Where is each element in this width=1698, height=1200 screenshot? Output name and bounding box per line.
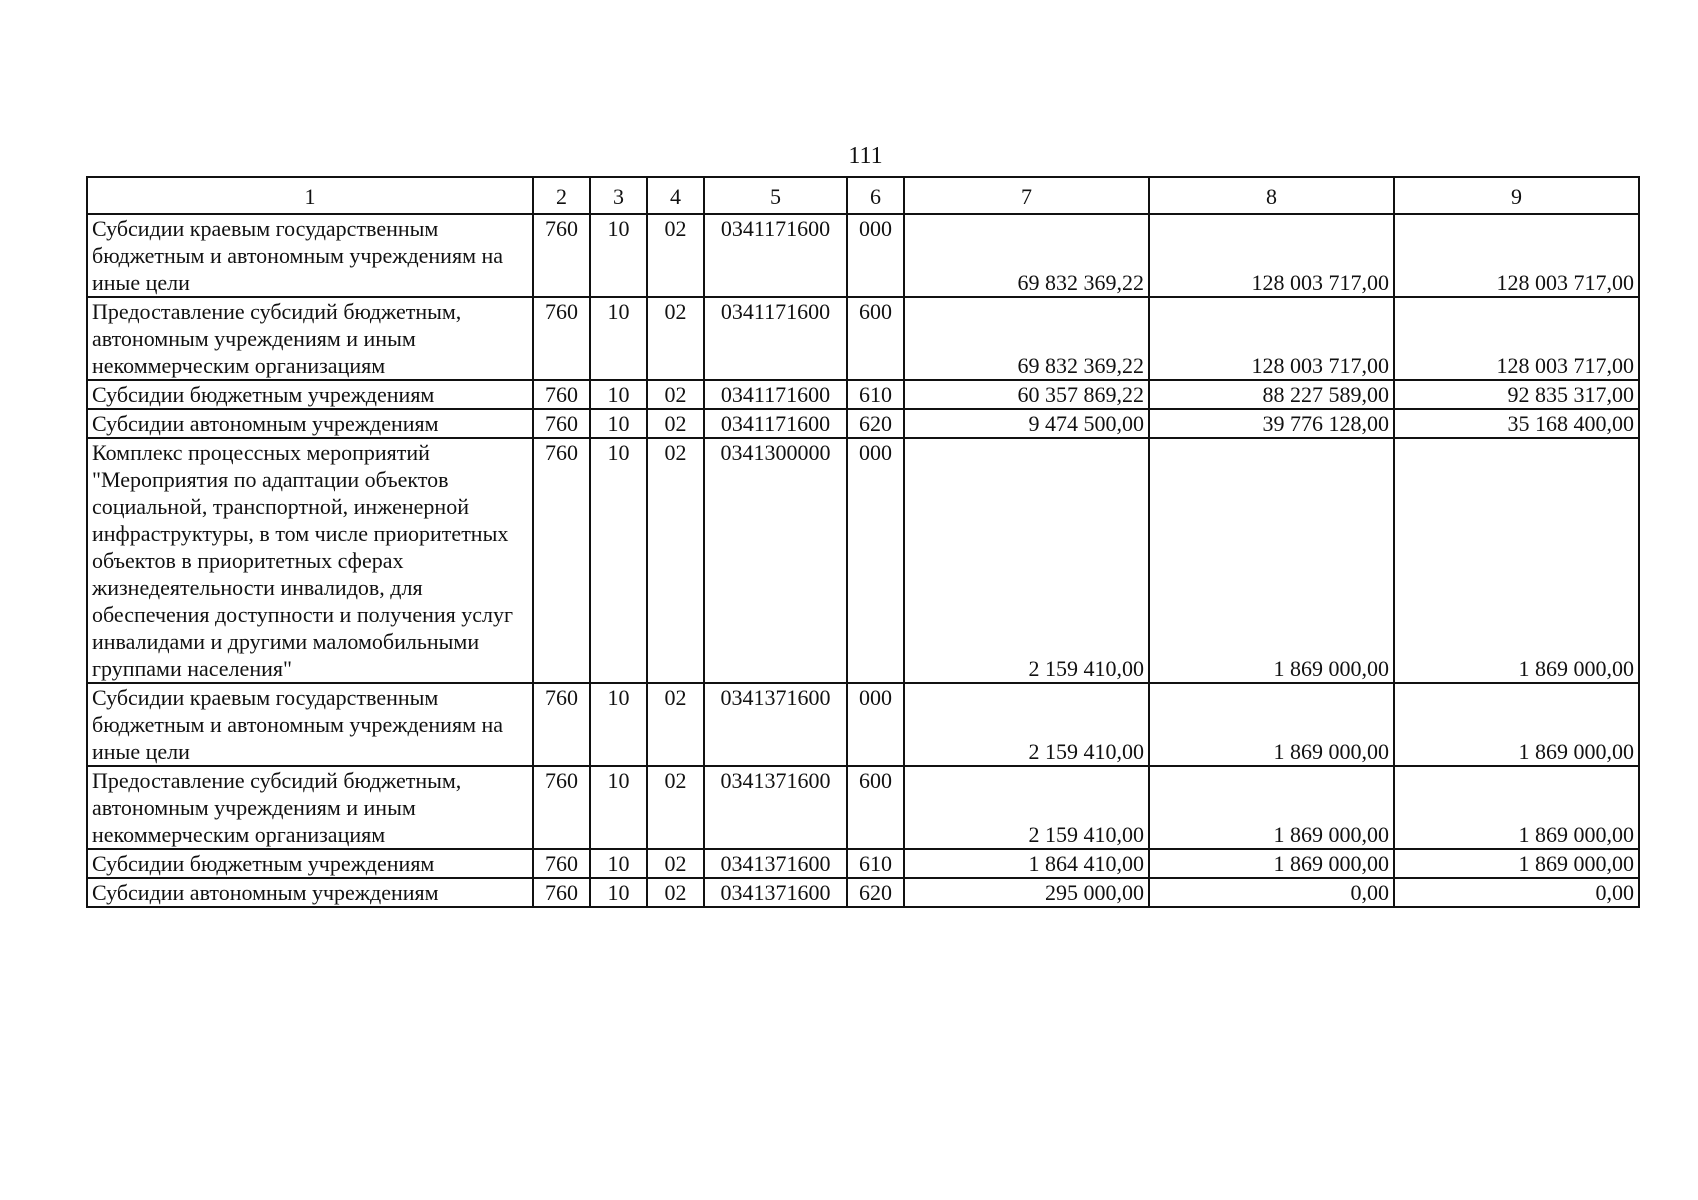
cell-amount-8: 128 003 717,00 <box>1149 297 1394 380</box>
cell-code-3: 10 <box>590 683 647 766</box>
cell-code-6: 600 <box>847 766 904 849</box>
cell-code-6: 000 <box>847 214 904 297</box>
column-header-8: 8 <box>1149 177 1394 214</box>
cell-code-5: 0341300000 <box>704 438 847 683</box>
cell-amount-8: 1 869 000,00 <box>1149 766 1394 849</box>
column-header-2: 2 <box>533 177 590 214</box>
table-row <box>87 849 1639 878</box>
cell-amount-8: 88 227 589,00 <box>1149 380 1394 409</box>
cell-code-5: 0341371600 <box>704 878 847 907</box>
cell-code-3: 10 <box>590 766 647 849</box>
cell-amount-8: 39 776 128,00 <box>1149 409 1394 438</box>
cell-code-2: 760 <box>533 766 590 849</box>
cell-amount-8: 1 869 000,00 <box>1149 849 1394 878</box>
cell-amount-9: 35 168 400,00 <box>1394 409 1639 438</box>
cell-amount-8: 1 869 000,00 <box>1149 438 1394 683</box>
row-name: Предоставление субсидий бюджетным, автономным учреждениям и иным некоммерческим организациям <box>87 297 533 380</box>
cell-amount-7: 2 159 410,00 <box>904 766 1149 849</box>
cell-code-4: 02 <box>647 297 704 380</box>
cell-code-3: 10 <box>590 214 647 297</box>
cell-code-4: 02 <box>647 849 704 878</box>
cell-code-2: 760 <box>533 878 590 907</box>
cell-code-4: 02 <box>647 878 704 907</box>
cell-code-3: 10 <box>590 849 647 878</box>
table-row <box>87 409 1639 438</box>
column-header-5: 5 <box>704 177 847 214</box>
row-name: Предоставление субсидий бюджетным, автономным учреждениям и иным некоммерческим организациям <box>87 766 533 849</box>
cell-code-6: 610 <box>847 380 904 409</box>
cell-amount-7: 9 474 500,00 <box>904 409 1149 438</box>
cell-code-5: 0341371600 <box>704 849 847 878</box>
cell-code-6: 000 <box>847 683 904 766</box>
cell-code-3: 10 <box>590 438 647 683</box>
cell-code-6: 620 <box>847 878 904 907</box>
row-name: Субсидии краевым государственным бюджетным и автономным учреждениям на иные цели <box>87 683 533 766</box>
cell-code-2: 760 <box>533 438 590 683</box>
table-row <box>87 766 1639 849</box>
page-number: 111 <box>848 143 883 169</box>
cell-amount-9: 0,00 <box>1394 878 1639 907</box>
cell-amount-9: 1 869 000,00 <box>1394 683 1639 766</box>
cell-code-2: 760 <box>533 409 590 438</box>
row-name: Субсидии бюджетным учреждениям <box>87 380 533 409</box>
cell-amount-7: 2 159 410,00 <box>904 683 1149 766</box>
cell-code-4: 02 <box>647 766 704 849</box>
cell-code-6: 000 <box>847 438 904 683</box>
cell-amount-9: 1 869 000,00 <box>1394 766 1639 849</box>
cell-code-5: 0341171600 <box>704 409 847 438</box>
cell-code-2: 760 <box>533 683 590 766</box>
cell-amount-9: 128 003 717,00 <box>1394 214 1639 297</box>
cell-code-4: 02 <box>647 683 704 766</box>
cell-amount-8: 128 003 717,00 <box>1149 214 1394 297</box>
cell-code-3: 10 <box>590 409 647 438</box>
cell-amount-7: 2 159 410,00 <box>904 438 1149 683</box>
table-row <box>87 878 1639 907</box>
row-name: Субсидии краевым государственным бюджетным и автономным учреждениям на иные цели <box>87 214 533 297</box>
table-row <box>87 214 1639 297</box>
cell-amount-7: 295 000,00 <box>904 878 1149 907</box>
cell-amount-8: 1 869 000,00 <box>1149 683 1394 766</box>
cell-code-4: 02 <box>647 438 704 683</box>
cell-code-2: 760 <box>533 297 590 380</box>
column-header-7: 7 <box>904 177 1149 214</box>
cell-code-5: 0341371600 <box>704 766 847 849</box>
cell-code-2: 760 <box>533 214 590 297</box>
column-header-9: 9 <box>1394 177 1639 214</box>
column-header-1: 1 <box>87 177 533 214</box>
cell-amount-7: 69 832 369,22 <box>904 297 1149 380</box>
cell-code-5: 0341371600 <box>704 683 847 766</box>
cell-code-6: 620 <box>847 409 904 438</box>
cell-code-6: 600 <box>847 297 904 380</box>
cell-amount-9: 1 869 000,00 <box>1394 849 1639 878</box>
table-row <box>87 297 1639 380</box>
cell-code-5: 0341171600 <box>704 380 847 409</box>
column-header-6: 6 <box>847 177 904 214</box>
cell-amount-7: 69 832 369,22 <box>904 214 1149 297</box>
row-name: Комплекс процессных мероприятий "Мероприятия по адаптации объектов социальной, транспортной, инженерной инфраструктуры, в том числе приоритетных объектов в приоритетных сферах жизнедеятельности инвалидов, для обеспечения доступности и получения услуг инвалидами и другими маломобильными группами населения" <box>87 438 533 683</box>
cell-amount-9: 128 003 717,00 <box>1394 297 1639 380</box>
table-row <box>87 438 1639 683</box>
header-row <box>87 177 1639 214</box>
cell-code-3: 10 <box>590 297 647 380</box>
cell-code-4: 02 <box>647 214 704 297</box>
table-row <box>87 380 1639 409</box>
cell-code-5: 0341171600 <box>704 297 847 380</box>
row-name: Субсидии бюджетным учреждениям <box>87 849 533 878</box>
column-header-4: 4 <box>647 177 704 214</box>
cell-code-5: 0341171600 <box>704 214 847 297</box>
cell-amount-7: 60 357 869,22 <box>904 380 1149 409</box>
cell-code-2: 760 <box>533 380 590 409</box>
cell-code-3: 10 <box>590 380 647 409</box>
row-name: Субсидии автономным учреждениям <box>87 878 533 907</box>
column-header-3: 3 <box>590 177 647 214</box>
cell-amount-8: 0,00 <box>1149 878 1394 907</box>
cell-amount-9: 1 869 000,00 <box>1394 438 1639 683</box>
cell-code-4: 02 <box>647 380 704 409</box>
cell-amount-9: 92 835 317,00 <box>1394 380 1639 409</box>
cell-code-6: 610 <box>847 849 904 878</box>
table-row <box>87 683 1639 766</box>
cell-code-4: 02 <box>647 409 704 438</box>
cell-code-2: 760 <box>533 849 590 878</box>
budget-table <box>86 176 1640 908</box>
row-name: Субсидии автономным учреждениям <box>87 409 533 438</box>
cell-code-3: 10 <box>590 878 647 907</box>
cell-amount-7: 1 864 410,00 <box>904 849 1149 878</box>
